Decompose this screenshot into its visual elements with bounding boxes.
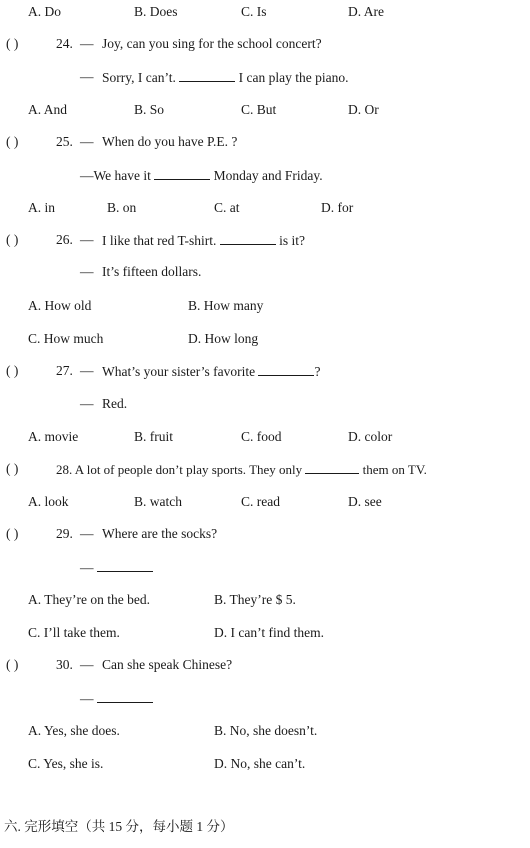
q24-option-b: B. So — [134, 102, 165, 117]
q27-option-c: C. food — [241, 429, 282, 444]
q24-answer-bracket[interactable]: ( ) — [6, 36, 19, 51]
q30-option-c: C. Yes, she is. — [28, 756, 104, 771]
q29-dash-1: — — [80, 526, 94, 541]
q24-option-a: A. And — [28, 102, 68, 117]
q24-answer-line — [102, 69, 348, 86]
q30-option-b: B. No, she doesn’t. — [214, 723, 318, 738]
q26-answer-bracket[interactable]: ( ) — [6, 232, 19, 247]
q27-question-after: ? — [314, 364, 321, 379]
q26-number: 26. — [56, 232, 73, 247]
q28-option-a: A. look — [28, 494, 69, 509]
q27-dash-1: — — [80, 363, 94, 378]
q25-option-a: A. in — [28, 200, 55, 215]
q23-option-d: D. Are — [348, 4, 384, 19]
q29-number: 29. — [56, 526, 73, 541]
q24-option-c: C. But — [241, 102, 277, 117]
q28-answer-bracket[interactable]: ( ) — [6, 461, 19, 476]
q30-number: 30. — [56, 657, 73, 672]
q30-blank[interactable] — [97, 690, 153, 703]
q27-blank[interactable] — [258, 363, 314, 376]
q26-option-c: C. How much — [28, 331, 104, 346]
q24-dash-2: — — [80, 69, 94, 84]
q29-option-c: C. I’ll take them. — [28, 625, 120, 640]
q26-answer: It’s fifteen dollars. — [102, 264, 202, 279]
q28-blank[interactable] — [305, 461, 359, 474]
q29-option-a: A. They’re on the bed. — [28, 592, 150, 607]
q27-answer-bracket[interactable]: ( ) — [6, 363, 19, 378]
q28-question-after: them on TV. — [362, 462, 427, 477]
q27-option-b: B. fruit — [134, 429, 173, 444]
q26-dash-1: — — [80, 232, 94, 247]
q30-dash-2: — — [80, 691, 94, 706]
q24-answer-before: Sorry, I can’t. — [102, 70, 176, 85]
q23-option-a: A. Do — [28, 4, 61, 19]
q24-dash-1: — — [80, 36, 94, 51]
q27-number: 27. — [56, 363, 73, 378]
q25-number: 25. — [56, 134, 73, 149]
q27-option-a: A. movie — [28, 429, 79, 444]
q28-question-line — [56, 461, 427, 478]
q26-question-before: I like that red T-shirt. — [102, 233, 217, 248]
q26-question-line — [102, 232, 305, 249]
q27-question-before: What’s your sister’s favorite — [102, 364, 256, 379]
q25-option-c: C. at — [214, 200, 240, 215]
q29-answer-line — [80, 559, 153, 576]
section-6-title: 六. 完形填空（共 15 分，每小题 1 分） — [4, 819, 234, 834]
q23-option-b: B. Does — [134, 4, 178, 19]
q25-answer-line — [80, 167, 323, 184]
q26-blank[interactable] — [220, 232, 276, 245]
q25-dash-1: — — [80, 134, 94, 149]
q29-answer-bracket[interactable]: ( ) — [6, 526, 19, 541]
q29-option-b: B. They’re $ 5. — [214, 592, 296, 607]
q30-dash-1: — — [80, 657, 94, 672]
q26-question-after: is it? — [279, 233, 305, 248]
q25-answer-bracket[interactable]: ( ) — [6, 134, 19, 149]
q24-answer-after: I can play the piano. — [238, 70, 349, 85]
q25-answer-before: —We have it — [80, 168, 151, 183]
q28-option-c: C. read — [241, 494, 280, 509]
q29-question: Where are the socks? — [102, 526, 218, 541]
q27-option-d: D. color — [348, 429, 393, 444]
q24-blank[interactable] — [179, 69, 235, 82]
q26-option-a: A. How old — [28, 298, 92, 313]
q25-question: When do you have P.E. ? — [102, 134, 238, 149]
q25-blank[interactable] — [154, 167, 210, 180]
q30-option-a: A. Yes, she does. — [28, 723, 120, 738]
q28-option-d: D. see — [348, 494, 382, 509]
q26-option-b: B. How many — [188, 298, 264, 313]
q29-option-d: D. I can’t find them. — [214, 625, 324, 640]
q30-answer-line — [80, 690, 153, 707]
q28-question-before: 28. A lot of people don’t play sports. They only — [56, 462, 303, 477]
q29-blank[interactable] — [97, 559, 153, 572]
q25-option-b: B. on — [107, 200, 137, 215]
q25-answer-after: Monday and Friday. — [213, 168, 323, 183]
q29-dash-2: — — [80, 560, 94, 575]
q26-option-d: D. How long — [188, 331, 259, 346]
q26-dash-2: — — [80, 264, 94, 279]
q24-option-d: D. Or — [348, 102, 379, 117]
q24-number: 24. — [56, 36, 73, 51]
q25-option-d: D. for — [321, 200, 354, 215]
q30-answer-bracket[interactable]: ( ) — [6, 657, 19, 672]
q28-option-b: B. watch — [134, 494, 182, 509]
q23-option-c: C. Is — [241, 4, 267, 19]
q30-option-d: D. No, she can’t. — [214, 756, 306, 771]
q27-dash-2: — — [80, 396, 94, 411]
q27-answer: Red. — [102, 396, 128, 411]
q30-question: Can she speak Chinese? — [102, 657, 233, 672]
q24-question: Joy, can you sing for the school concert? — [102, 36, 322, 51]
q27-question-line — [102, 363, 320, 380]
